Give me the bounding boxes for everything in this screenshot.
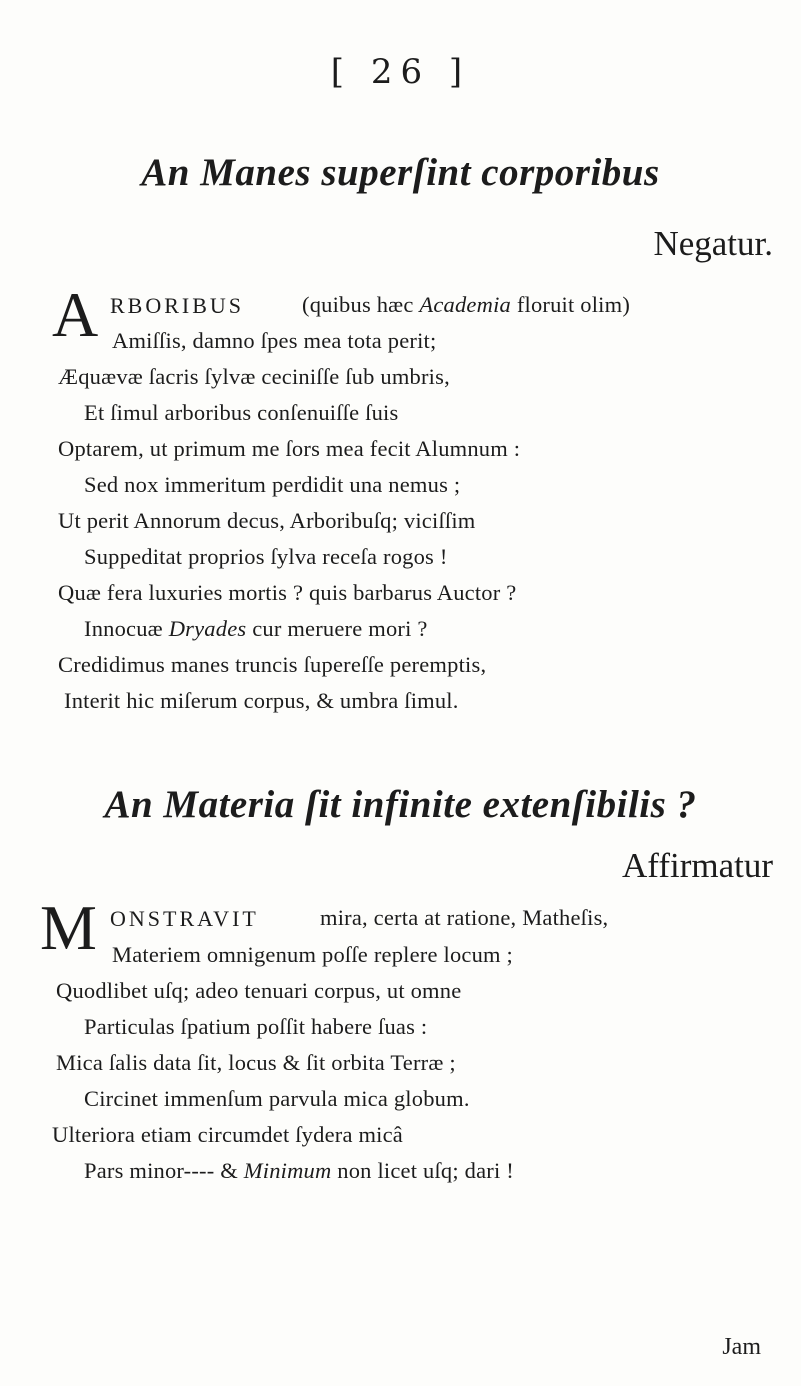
poem2-line-7: Ulteriora etiam circumdet ſydera micâ: [52, 1122, 403, 1147]
page-number: [ 26 ]: [330, 52, 471, 92]
poem1-line-10-italic: Dryades: [168, 616, 247, 641]
poem1-line-1-italic: Academia: [419, 292, 511, 317]
poem2-line-6: Circinet immenſum parvula mica globum.: [84, 1086, 470, 1111]
poem1-line-5: Optarem, ut primum me ſors mea fecit Alumnum :: [58, 436, 521, 461]
poem1-line-6: Sed nox immeritum perdidit una nemus ;: [84, 472, 461, 497]
poem1-line-1: [302, 292, 630, 318]
poem1-line-7: Ut perit Annorum decus, Arboribuſq; viciſſim: [58, 508, 476, 533]
poem1-first-word: RBORIBUS: [110, 293, 245, 318]
poem2-title: An Materia ſit infinite extenſibilis ?: [104, 783, 697, 826]
poem1-line-12: Interit hic miſerum corpus, & umbra ſimul.: [64, 688, 459, 713]
poem1-line-10-a: Innocuæ: [84, 616, 163, 641]
poem1-line-10: [84, 616, 428, 642]
poem1-line-1-a: (quibus hæc: [302, 292, 414, 317]
poem2-line-1-rest: mira, certa at ratione, Matheſis,: [320, 905, 609, 930]
poem1-line-1-b: floruit olim): [516, 292, 631, 317]
poem1-line-9: Quæ fera luxuries mortis ? quis barbarus Auctor ?: [58, 580, 517, 605]
poem2-verdict: Affirmatur: [622, 846, 773, 885]
poem1-line-10-b: cur meruere mori ?: [252, 616, 428, 641]
poem2-line-4: Particulas ſpatium poſſit habere ſuas :: [84, 1014, 428, 1039]
poem1-verdict: Negatur.: [653, 224, 773, 263]
poem2-line-2: Materiem omnigenum poſſe replere locum ;: [112, 942, 514, 967]
catchword: Jam: [722, 1334, 761, 1360]
poem2-line-8-italic: Minimum: [243, 1158, 332, 1183]
poem2-line-8: [84, 1158, 514, 1184]
poem2-line-8-b: non licet uſq; dari !: [337, 1158, 514, 1183]
poem1-line-2: Amiſſis, damno ſpes mea tota perit;: [112, 328, 437, 353]
poem1-line-3: Æquævæ ſacris ſylvæ ceciniſſe ſub umbris,: [58, 364, 450, 389]
poem2-line-8-a: Pars minor---- &: [84, 1158, 238, 1183]
poem1-line-8: Suppeditat proprios ſylva receſa rogos !: [84, 544, 448, 569]
poem1-line-11: Credidimus manes truncis ſupereſſe peremptis,: [58, 652, 487, 677]
poem2-line-5: Mica ſalis data ſit, locus & ſit orbita Terræ ;: [56, 1050, 456, 1075]
poem1-title: An Manes superſint corporibus: [141, 151, 660, 194]
poem2-drop-cap: M: [40, 892, 97, 963]
poem1-drop-cap: A: [52, 279, 99, 350]
poem1-line-4: Et ſimul arboribus conſenuiſſe ſuis: [84, 400, 399, 425]
poem2-first-word: ONSTRAVIT: [110, 906, 259, 931]
poem2-line-3: Quodlibet uſq; adeo tenuari corpus, ut omne: [56, 978, 462, 1003]
